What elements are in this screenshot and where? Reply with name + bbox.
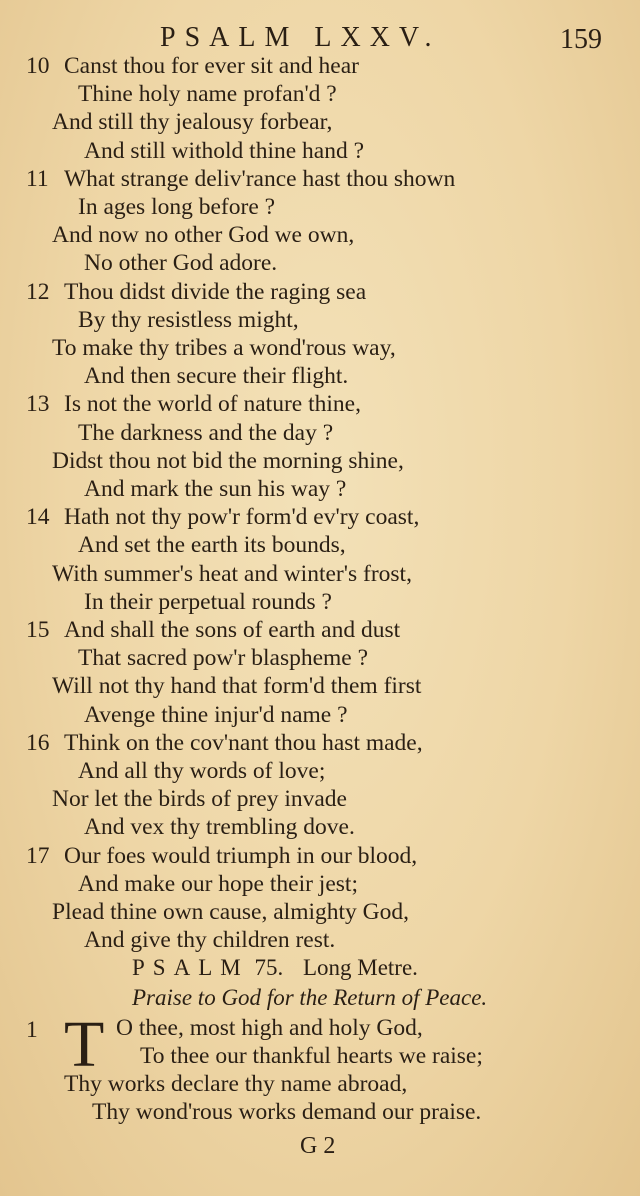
verse-line xyxy=(84,249,277,277)
verse-line xyxy=(52,785,347,813)
verse-line-text: Thou didst divide the raging sea xyxy=(64,278,367,305)
verse-number: 13 xyxy=(26,391,50,418)
verse-line-text: What strange deliv'rance hast thou shown xyxy=(64,165,456,192)
verse-line-text: And vex thy trembling dove. xyxy=(84,814,355,841)
verse-line-text: With summer's heat and winter's frost, xyxy=(52,560,412,587)
verse-number: 10 xyxy=(26,53,50,79)
verse-line-text: Is not the world of nature thine, xyxy=(64,391,361,418)
verse-line-text: Our foes would triumph in our blood, xyxy=(64,842,418,869)
verse-line xyxy=(84,588,332,616)
verse-line xyxy=(26,52,359,80)
verse-line xyxy=(78,306,299,334)
verse-line-text: To make thy tribes a wond'rous way, xyxy=(52,335,396,361)
metre-label: Long Metre. xyxy=(302,955,418,980)
psalm-subject: Praise to God for the Return of Peace. xyxy=(132,985,488,1010)
verse-line xyxy=(84,701,348,729)
verse-line-text: And give thy children rest. xyxy=(84,927,336,954)
verse-line xyxy=(78,193,275,221)
verse-line xyxy=(84,362,348,390)
hymn-line: O thee, most high and holy God, xyxy=(116,1015,423,1041)
verse-line xyxy=(26,390,361,418)
verse-line-text: Avenge thine injur'd name ? xyxy=(84,701,348,728)
verse-number: 15 xyxy=(26,617,50,643)
verse-line-text: No other God adore. xyxy=(84,250,278,277)
hymn-line: To thee our thankful hearts we raise; xyxy=(140,1043,483,1069)
verse-line xyxy=(26,729,423,757)
verse-line xyxy=(52,334,396,362)
verse-line xyxy=(52,221,354,249)
running-head: PSALM LXXV. xyxy=(160,22,441,53)
verse-line xyxy=(84,926,335,954)
verse-line xyxy=(26,165,455,193)
verse-line xyxy=(78,757,325,785)
psalm-label: PSALM xyxy=(132,955,249,980)
verse-line xyxy=(78,870,358,898)
verse-line-text: Thine holy name profan'd ? xyxy=(78,81,337,108)
verse-line xyxy=(26,278,366,306)
verse-line-text: The darkness and the day ? xyxy=(78,419,334,446)
verse-number: 16 xyxy=(26,729,50,756)
verse-line xyxy=(52,898,409,926)
verse-number: 14 xyxy=(26,504,50,531)
verse-number: 17 xyxy=(26,842,50,869)
verse-line-text: Canst thou for ever sit and hear xyxy=(64,53,359,79)
verse-line-text: Think on the cov'nant thou hast made, xyxy=(64,729,423,756)
verse-line-text: Didst thou not bid the morning shine, xyxy=(52,447,404,474)
verse-line xyxy=(26,616,400,644)
verse-line xyxy=(84,475,346,503)
verse-line-text: And all thy words of love; xyxy=(78,758,326,784)
verse-line-text: And set the earth its bounds, xyxy=(78,532,346,559)
verse-number: 11 xyxy=(26,165,49,192)
verse-line xyxy=(26,503,419,531)
verse-line-text: And then secure their flight. xyxy=(84,363,349,390)
verse-line xyxy=(52,672,421,700)
verse-number: 12 xyxy=(26,278,50,305)
verse-line xyxy=(78,419,333,447)
verse-line-text: And mark the sun his way ? xyxy=(84,476,347,502)
verse-line xyxy=(52,447,404,475)
page-number: 159 xyxy=(560,24,602,55)
drop-cap: T xyxy=(64,1008,105,1081)
verse-line-text: Nor let the birds of prey invade xyxy=(52,786,347,813)
verse-line-text: And still withold thine hand ? xyxy=(84,137,365,164)
verse-line xyxy=(26,842,417,870)
hymn-line: Thy wond'rous works demand our praise. xyxy=(92,1099,482,1125)
verse-line-text: Plead thine own cause, almighty God, xyxy=(52,899,409,925)
verse-line-text: And now no other God we own, xyxy=(52,222,355,249)
signature-mark: G 2 xyxy=(300,1133,336,1159)
verse-line xyxy=(52,108,332,136)
psalm-subheading xyxy=(132,955,418,981)
verse-line xyxy=(78,80,337,108)
verse-line-text: Will not thy hand that form'd them first xyxy=(52,673,422,700)
hymn-verse-number: 1 xyxy=(26,1017,38,1043)
verse-line-text: And still thy jealousy forbear, xyxy=(52,109,333,136)
hymn-line: Thy works declare thy name abroad, xyxy=(64,1071,408,1097)
verse-line-text: Hath not thy pow'r form'd ev'ry coast, xyxy=(64,504,420,531)
verse-line-text: In their perpetual rounds ? xyxy=(84,588,332,615)
psalm-number: 75. xyxy=(254,955,284,980)
verse-line xyxy=(78,644,368,672)
verse-line-text: That sacred pow'r blaspheme ? xyxy=(78,645,369,672)
verse-line-text: By thy resistless might, xyxy=(78,306,299,333)
verse-line xyxy=(52,560,412,588)
verse-line xyxy=(78,531,346,559)
verse-line xyxy=(84,813,355,841)
verse-line-text: And shall the sons of earth and dust xyxy=(64,617,401,643)
verse-line xyxy=(84,137,364,165)
verse-line-text: And make our hope their jest; xyxy=(78,870,358,897)
verse-line-text: In ages long before ? xyxy=(78,194,276,220)
